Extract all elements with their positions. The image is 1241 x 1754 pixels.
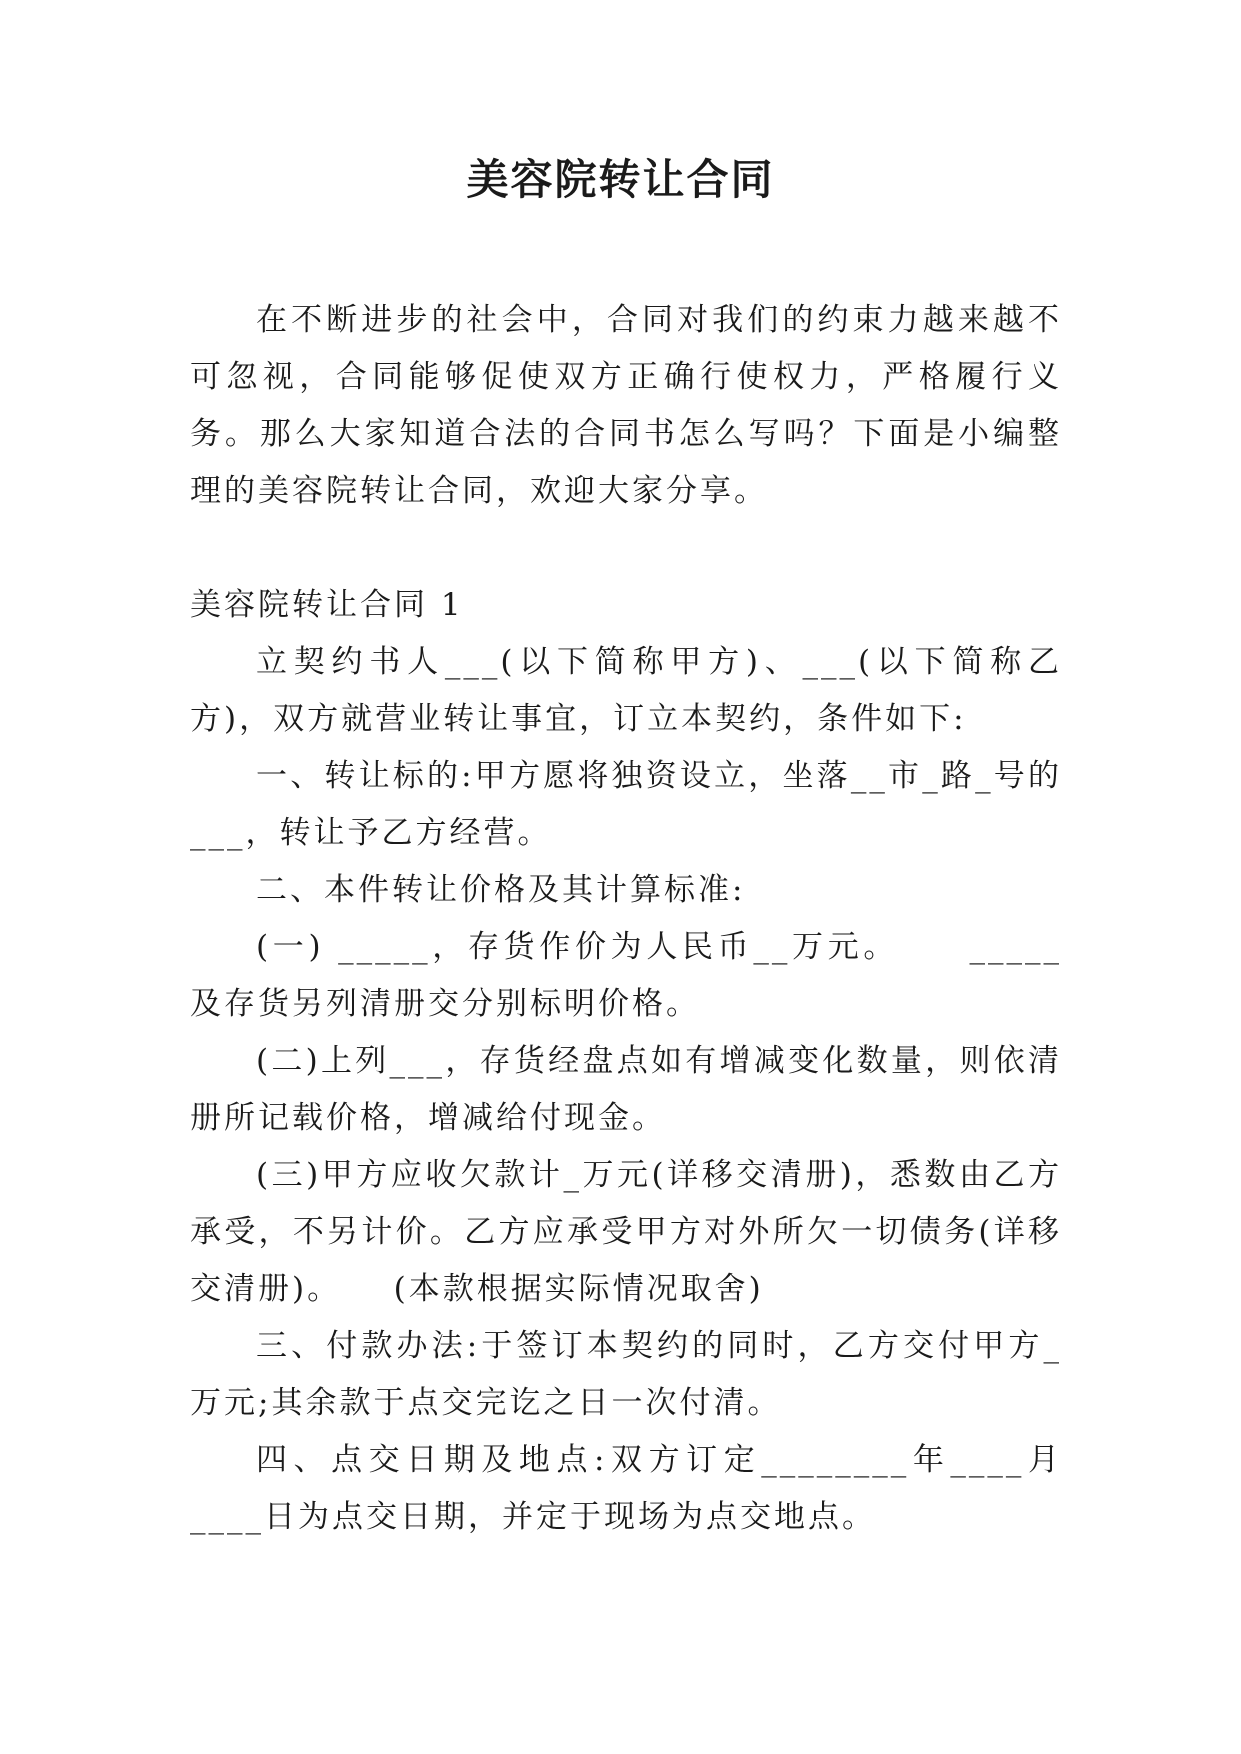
contract-paragraph: (三)甲方应收欠款计_万元(详移交清册)，悉数由乙方承受，不另计价。乙方应承受甲方对外所欠一切债务(详移交清册)。 (本款根据实际情况取舍)	[190, 1157, 1062, 1307]
contract-paragraph: 四、点交日期及地点:双方订定________年____月____日为点交日期，并定于现场为点交地点。	[190, 1442, 1062, 1535]
section-heading: 美容院转让合同 1	[190, 587, 464, 623]
contract-paragraph: 立契约书人___(以下简称甲方)、___(以下简称乙方)，双方就营业转让事宜，订立本契约，条件如下:	[190, 644, 1062, 737]
contract-paragraph: 二、本件转让价格及其计算标准:	[256, 872, 746, 908]
contract-paragraph: 三、付款办法:于签订本契约的同时，乙方交付甲方_万元;其余款于点交完讫之日一次付清。	[190, 1328, 1062, 1421]
contract-paragraph: 一、转让标的:甲方愿将独资设立，坐落__市_路_号的___，转让予乙方经营。	[190, 758, 1062, 851]
contract-paragraph: (一) _____，存货作价为人民币__万元。 _____及存货另列清册交分别标明价格。	[190, 929, 1062, 1022]
contract-paragraph: (二)上列___，存货经盘点如有增减变化数量，则依清册所记载价格，增减给付现金。	[190, 1043, 1062, 1136]
intro-paragraph: 在不断进步的社会中，合同对我们的约束力越来越不可忽视，合同能够促使双方正确行使权力，严格履行义务。那么大家知道合法的合同书怎么写吗？下面是小编整理的美容院转让合同，欢迎大家分享。	[190, 302, 1062, 509]
document-body	[190, 292, 1062, 1546]
document-title: 美容院转让合同	[466, 155, 775, 204]
